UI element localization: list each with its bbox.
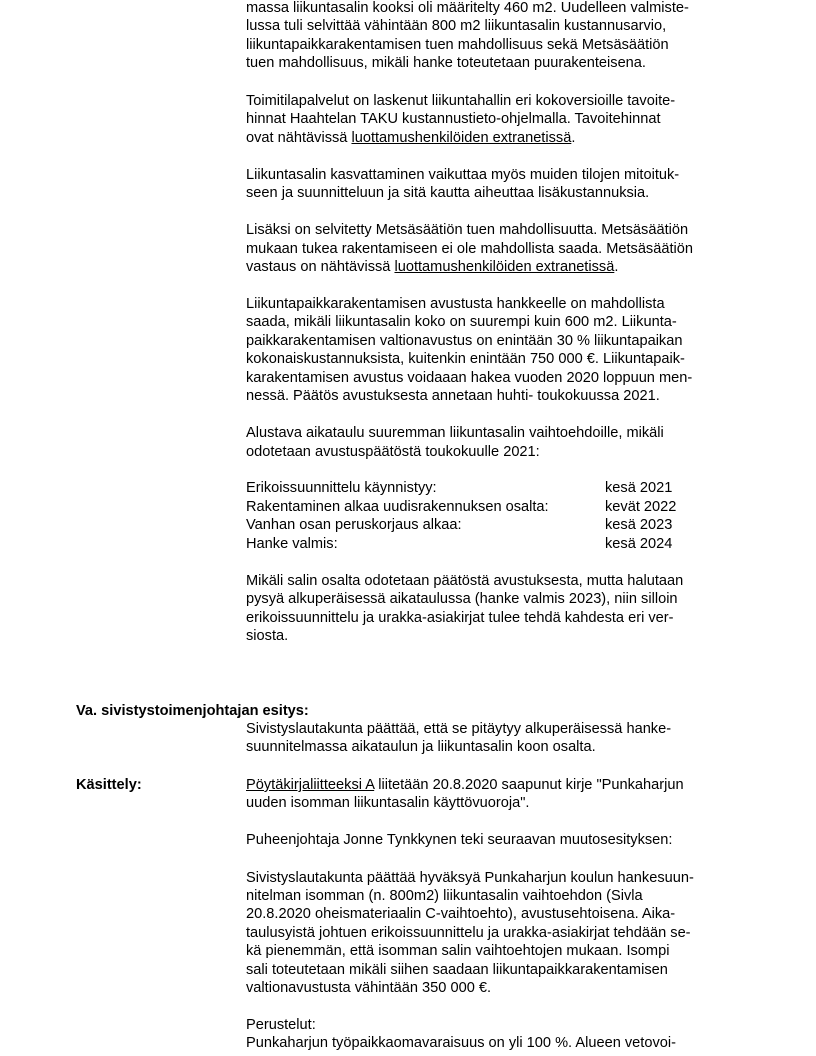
schedule-time-3: kesä 2023 (605, 517, 673, 533)
para7-line-2: pysyä alkuperäisessä aikataulussa (hanke valmis 2023), niin silloin (246, 591, 678, 607)
schedule-task-3: Vanhan osan peruskorjaus alkaa: (246, 517, 462, 533)
para2-line-3-suffix: . (571, 130, 576, 146)
para5-line-2: saada, mikäli liikuntasalin koko on suurempi kuin 600 m2. Liikunta- (246, 314, 677, 330)
handling-line-1-rest: liitetään 20.8.2020 saapunut kirje "Punkaharjun (374, 777, 684, 793)
para3-line-1: Liikuntasalin kasvattaminen vaikuttaa myös muiden tilojen mitoituk- (246, 167, 680, 183)
para4-line-1: Lisäksi on selvitetty Metsäsäätiön tuen mahdollisuutta. Metsäsäätiön (246, 222, 689, 238)
handling-line-1 (246, 776, 684, 794)
schedule-time-4: kesä 2024 (605, 536, 673, 552)
para5-line-6: nessä. Päätös avustuksesta annetaan huhti- toukokuussa 2021. (246, 388, 660, 404)
para6-line-2: odotetaan avustuspäätöstä toukokuulle 2021: (246, 444, 540, 460)
para4-line-2: mukaan tukea rakentamiseen ei ole mahdollista saada. Metsäsäätiön (246, 241, 693, 257)
amendment-line-4: taulusyistä johtuen erikoissuunnittelu ja urakka-asiakirjat tehdään se- (246, 925, 691, 941)
para6-line-1: Alustava aikataulu suuremman liikuntasalin vaihtoehdoille, mikäli (246, 425, 664, 441)
amendment-line-7: valtionavustusta vähintään 350 000 €. (246, 980, 492, 996)
para5-line-3: paikkarakentamisen valtionavustus on enintään 30 % liikuntapaikan (246, 333, 683, 349)
para5-line-1: Liikuntapaikkarakentamisen avustusta hankkeelle on mahdollista (246, 296, 665, 312)
para2-line-2: hinnat Haahtelan TAKU kustannustieto-ohjelmalla. Tavoitehinnat (246, 111, 661, 127)
schedule-time-1: kesä 2021 (605, 480, 673, 496)
para2-line-1: Toimitilapalvelut on laskenut liikuntahallin eri kokoversioille tavoite- (246, 93, 676, 109)
amendment-line-1: Sivistyslautakunta päättää hyväksyä Punkaharjun koulun hankesuun- (246, 870, 694, 886)
amendment-line-2: nitelman isomman (n. 800m2) liikuntasalin vaihtoehdon (Sivla (246, 888, 643, 904)
attachment-a-link[interactable]: Pöytäkirjaliitteeksi A (246, 777, 375, 793)
para3-line-2: seen ja suunnitteluun ja sitä kautta aiheuttaa lisäkustannuksia. (246, 185, 650, 201)
proposal-line-1: Sivistyslautakunta päättää, että se pitäytyy alkuperäisessä hanke- (246, 721, 672, 737)
para1-line-1: massa liikuntasalin kooksi oli määritelty 460 m2. Uudelleen valmiste- (246, 0, 689, 16)
para5-line-5: karakentamisen avustus voidaaan hakea vuoden 2020 loppuun men- (246, 370, 693, 386)
reasons-label: Perustelut: (246, 1017, 316, 1033)
schedule-time-2: kevät 2022 (605, 499, 677, 515)
chair-amendment-intro: Puheenjohtaja Jonne Tynkkynen teki seuraavan muutosesityksen: (246, 832, 673, 848)
handling-line-2: uuden isomman liikuntasalin käyttövuoroja". (246, 795, 530, 811)
para2-line-3 (246, 129, 575, 147)
amendment-line-6: sali toteutetaan mikäli siihen saadaan liikuntapaikkarakentamisen (246, 962, 668, 978)
schedule-task-4: Hanke valmis: (246, 536, 338, 552)
para1-line-2: lussa tuli selvittää vähintään 800 m2 liikuntasalin kustannusarvio, (246, 18, 667, 34)
proposal-line-2: suunnitelmassa aikataulun ja liikuntasalin koon osalta. (246, 739, 596, 755)
reasons-line-1: Punkaharjun työpaikkaomavaraisuus on yli 100 %. Alueen vetovoi- (246, 1035, 676, 1051)
para4-line-3-prefix: vastaus on nähtävissä (246, 259, 395, 275)
proposal-label: Va. sivistystoimenjohtajan esitys: (76, 703, 309, 719)
amendment-line-3: 20.8.2020 oheismateriaalin C-vaihtoehto), avustusehtoisena. Aika- (246, 906, 676, 922)
schedule-task-1: Erikoissuunnittelu käynnistyy: (246, 480, 437, 496)
para5-line-4: kokonaiskustannuksista, kuitenkin enintään 750 000 €. Liikuntapaik- (246, 351, 685, 367)
handling-label: Käsittely: (76, 777, 142, 793)
extranet-link-2[interactable]: luottamushenkilöiden extranetissä (394, 259, 615, 275)
para7-line-4: siosta. (246, 628, 289, 644)
para1-line-4: tuen mahdollisuus, mikäli hanke toteutetaan puurakenteisena. (246, 55, 646, 71)
para7-line-1: Mikäli salin osalta odotetaan päätöstä avustuksesta, mutta halutaan (246, 573, 684, 589)
amendment-line-5: kä pienemmän, että isomman salin vaihtoehtojen mukaan. Isompi (246, 943, 670, 959)
para2-line-3-prefix: ovat nähtävissä (246, 130, 352, 146)
schedule-task-2: Rakentaminen alkaa uudisrakennuksen osalta: (246, 499, 549, 515)
para7-line-3: erikoissuunnittelu ja urakka-asiakirjat tulee tehdä kahdesta eri ver- (246, 610, 674, 626)
para1-line-3: liikuntapaikkarakentamisen tuen mahdollisuus sekä Metsäsäätiön (246, 37, 669, 53)
para4-line-3 (246, 258, 618, 276)
extranet-link-1[interactable]: luottamushenkilöiden extranetissä (351, 130, 572, 146)
para4-line-3-suffix: . (614, 259, 619, 275)
